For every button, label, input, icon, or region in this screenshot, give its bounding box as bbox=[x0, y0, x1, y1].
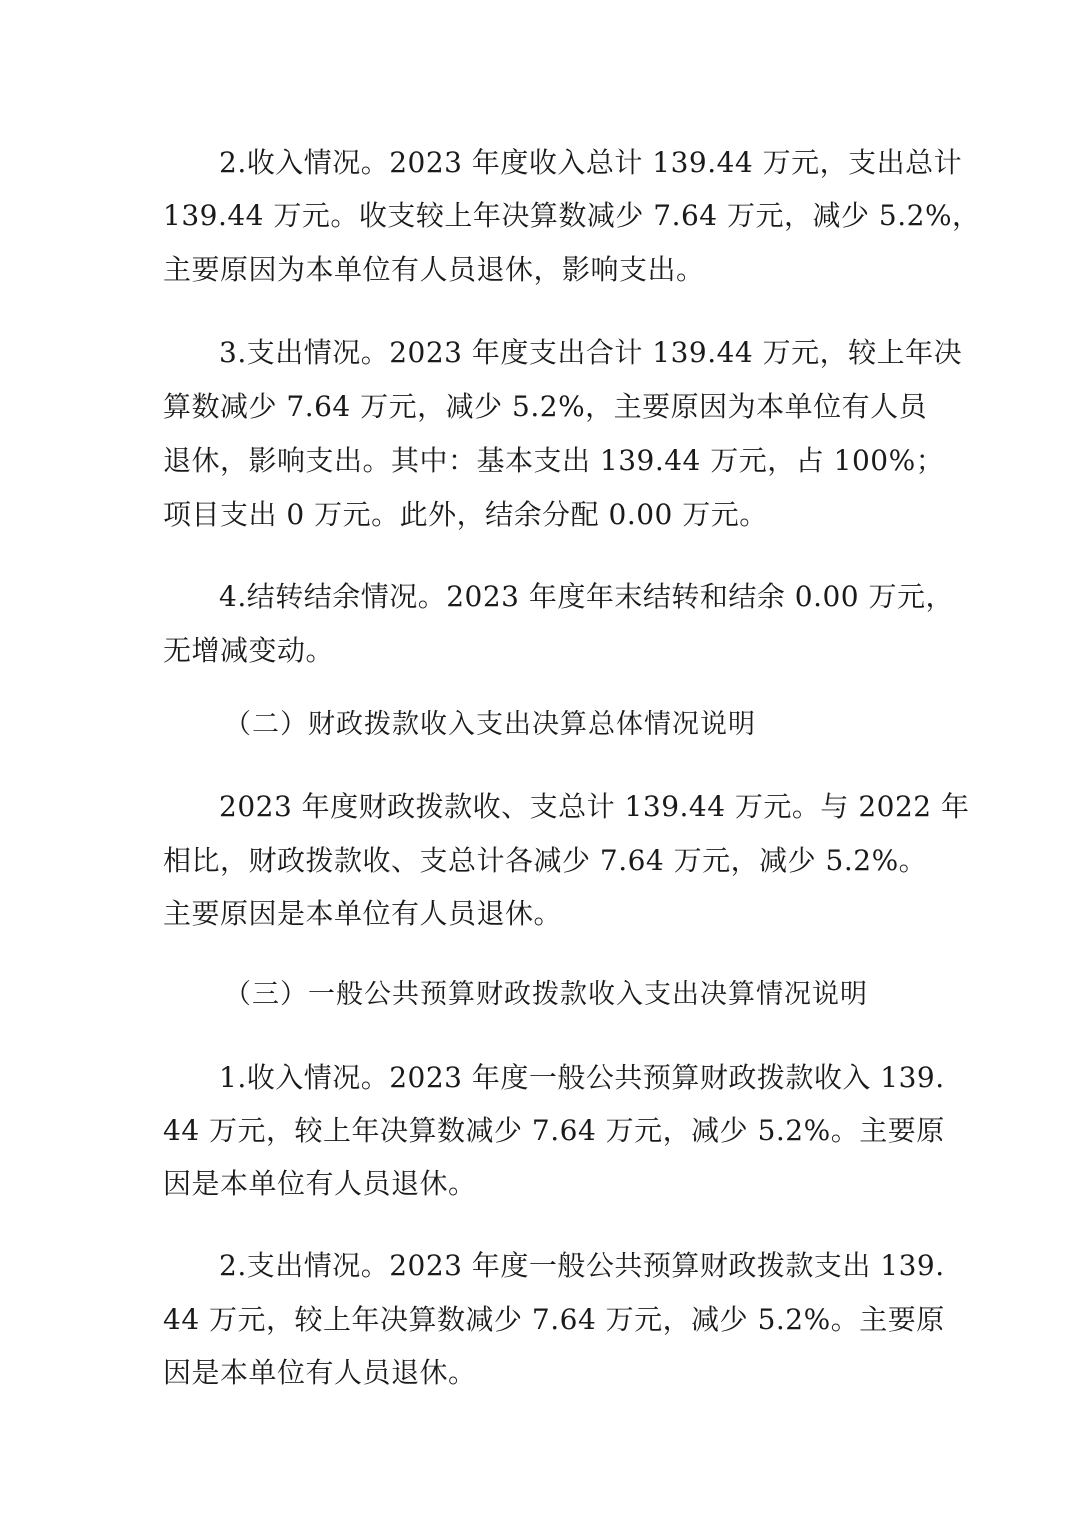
paragraph-income-line-3: 主要原因为本单位有人员退休，影响支出。 bbox=[163, 253, 705, 286]
paragraph-income-line-1: 2.收入情况。2023 年度收入总计 139.44 万元，支出总计 bbox=[219, 146, 963, 179]
section-heading-2: （二）财政拨款收入支出决算总体情况说明 bbox=[224, 709, 756, 740]
paragraph-fiscal-line-3: 主要原因是本单位有人员退休。 bbox=[163, 897, 563, 930]
paragraph-balance-line-1: 4.结转结余情况。2023 年度年末结转和结余 0.00 万元， bbox=[219, 580, 955, 613]
paragraph-general-income-line-3: 因是本单位有人员退休。 bbox=[163, 1167, 477, 1200]
paragraph-expense-line-4: 项目支出 0 万元。此外，结余分配 0.00 万元。 bbox=[163, 498, 768, 531]
paragraph-expense-line-1: 3.支出情况。2023 年度支出合计 139.44 万元，较上年决 bbox=[219, 336, 963, 369]
paragraph-general-expense-line-1: 2.支出情况。2023 年度一般公共预算财政拨款支出 139. bbox=[219, 1249, 945, 1282]
paragraph-income-line-2: 139.44 万元。收支较上年决算数减少 7.64 万元，减少 5.2%， bbox=[163, 199, 981, 232]
paragraph-fiscal-line-2: 相比，财政拨款收、支总计各减少 7.64 万元，减少 5.2%。 bbox=[163, 844, 928, 877]
paragraph-balance-line-2: 无增减变动。 bbox=[163, 634, 335, 667]
paragraph-expense-line-2: 算数减少 7.64 万元，减少 5.2%，主要原因为本单位有人员 bbox=[163, 390, 928, 423]
paragraph-general-expense-line-2: 44 万元，较上年决算数减少 7.64 万元，减少 5.2%。主要原 bbox=[163, 1303, 945, 1336]
paragraph-general-income-line-2: 44 万元，较上年决算数减少 7.64 万元，减少 5.2%。主要原 bbox=[163, 1114, 945, 1147]
paragraph-general-expense-line-3: 因是本单位有人员退休。 bbox=[163, 1356, 477, 1389]
section-heading-3: （三）一般公共预算财政拨款收入支出决算情况说明 bbox=[224, 979, 868, 1010]
paragraph-fiscal-line-1: 2023 年度财政拨款收、支总计 139.44 万元。与 2022 年 bbox=[219, 790, 970, 823]
paragraph-general-income-line-1: 1.收入情况。2023 年度一般公共预算财政拨款收入 139. bbox=[219, 1061, 945, 1094]
paragraph-expense-line-3: 退休，影响支出。其中：基本支出 139.44 万元，占 100%； bbox=[163, 444, 945, 477]
